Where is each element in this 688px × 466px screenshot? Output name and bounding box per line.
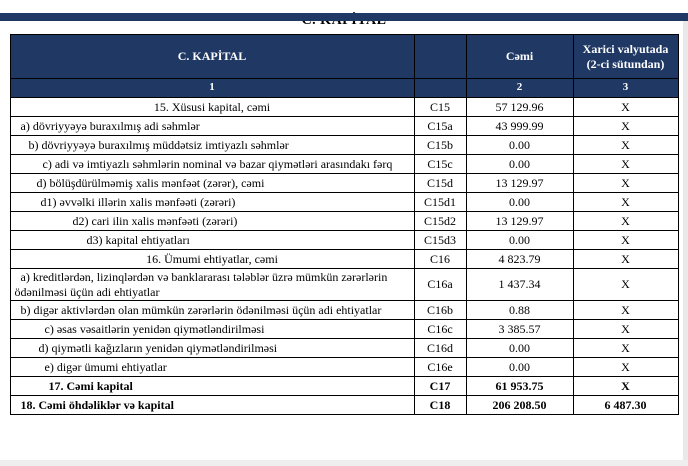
row-label: d) bölüşdürülməmiş xalis mənfəət (zərər), cəmi: [10, 174, 414, 193]
table-row: [10, 98, 678, 117]
window-top-bar: [0, 13, 688, 21]
row-code: C17: [414, 377, 466, 396]
row-foreign-currency: X: [573, 250, 678, 269]
table-row: [10, 250, 678, 269]
row-code: C15d2: [414, 212, 466, 231]
row-label: a) kreditlərdən, lizinqlərdən və banklararası tələblər üzrə mümkün zərərlərin ödənilməsi üçün adi ehtiyatlar: [10, 269, 414, 301]
row-foreign-currency: X: [573, 193, 678, 212]
row-foreign-currency: X: [573, 377, 678, 396]
header-col-xarici: Xarici valyutada (2-ci sütundan): [573, 35, 678, 79]
row-label: c) adi və imtiyazlı səhmlərin nominal və bazar qiymətləri arasındakı fərq: [10, 155, 414, 174]
row-total: 0.00: [466, 193, 573, 212]
row-label: b) digər aktivlərdən olan mümkün zərərlərin ödənilməsi üçün adi ehtiyatlar: [10, 301, 414, 320]
colnum-2: 2: [466, 79, 573, 98]
column-number-row: [10, 79, 678, 98]
colnum-3: 3: [573, 79, 678, 98]
table-row: [10, 193, 678, 212]
table-row: [10, 377, 678, 396]
table-body: [10, 98, 678, 415]
row-code: C15a: [414, 117, 466, 136]
header-col-cemi: Cəmi: [466, 35, 573, 79]
colnum-1: 1: [10, 79, 414, 98]
row-code: C16d: [414, 339, 466, 358]
row-total: 4 823.79: [466, 250, 573, 269]
row-code: C15: [414, 98, 466, 117]
row-total: 3 385.57: [466, 320, 573, 339]
row-label: a) dövriyyəyə buraxılmış adi səhmlər: [10, 117, 414, 136]
row-code: C15d1: [414, 193, 466, 212]
row-label: c) əsas vəsaitlərin yenidən qiymətləndirilməsi: [10, 320, 414, 339]
table-row: [10, 269, 678, 301]
header-col-title: C. KAPİTAL: [10, 35, 414, 79]
row-total: 13 129.97: [466, 212, 573, 231]
table-row: [10, 212, 678, 231]
row-total: 206 208.50: [466, 396, 573, 415]
row-total: 57 129.96: [466, 98, 573, 117]
row-code: C15d3: [414, 231, 466, 250]
row-code: C16: [414, 250, 466, 269]
row-foreign-currency: X: [573, 212, 678, 231]
row-label: d3) kapital ehtiyatları: [10, 231, 414, 250]
row-total: 61 953.75: [466, 377, 573, 396]
table-row: [10, 231, 678, 250]
row-foreign-currency: X: [573, 269, 678, 301]
row-label: e) digər ümumi ehtiyatlar: [10, 358, 414, 377]
table-row: [10, 155, 678, 174]
row-foreign-currency: X: [573, 320, 678, 339]
row-foreign-currency: X: [573, 136, 678, 155]
row-total: 13 129.97: [466, 174, 573, 193]
row-foreign-currency: X: [573, 98, 678, 117]
table-row: [10, 339, 678, 358]
row-total: 1 437.34: [466, 269, 573, 301]
row-foreign-currency: X: [573, 339, 678, 358]
row-label: d) qiymətli kağızların yenidən qiymətləndirilməsi: [10, 339, 414, 358]
header-col-code: [414, 35, 466, 79]
row-code: C15b: [414, 136, 466, 155]
row-label: d2) cari ilin xalis mənfəəti (zərəri): [10, 212, 414, 231]
row-label: b) dövriyyəyə buraxılmış müddətsiz imtiyazlı səhmlər: [10, 136, 414, 155]
row-total: 0.00: [466, 339, 573, 358]
page-edge-right: [683, 21, 688, 466]
table-header-row: [10, 35, 678, 79]
page-edge-bottom: [0, 460, 688, 466]
row-foreign-currency: X: [573, 358, 678, 377]
row-total: 43 999.99: [466, 117, 573, 136]
row-total: 0.00: [466, 231, 573, 250]
table-header: [10, 35, 678, 98]
row-code: C16b: [414, 301, 466, 320]
row-foreign-currency: 6 487.30: [573, 396, 678, 415]
row-code: C16c: [414, 320, 466, 339]
row-code: C16e: [414, 358, 466, 377]
table-row: [10, 301, 678, 320]
row-total: 0.00: [466, 136, 573, 155]
row-total: 0.88: [466, 301, 573, 320]
capital-table: [10, 34, 679, 415]
table-row: [10, 136, 678, 155]
table-row: [10, 320, 678, 339]
row-code: C18: [414, 396, 466, 415]
row-label: 16. Ümumi ehtiyatlar, cəmi: [10, 250, 414, 269]
row-foreign-currency: X: [573, 155, 678, 174]
table-row: [10, 396, 678, 415]
row-label: d1) əvvəlki illərin xalis mənfəəti (zərəri): [10, 193, 414, 212]
table-row: [10, 117, 678, 136]
row-label: 18. Cəmi öhdəliklər və kapital: [10, 396, 414, 415]
row-code: C15c: [414, 155, 466, 174]
row-foreign-currency: X: [573, 301, 678, 320]
table-row: [10, 174, 678, 193]
row-total: 0.00: [466, 155, 573, 174]
row-label: 15. Xüsusi kapital, cəmi: [10, 98, 414, 117]
row-foreign-currency: X: [573, 117, 678, 136]
row-code: C16a: [414, 269, 466, 301]
row-label: 17. Cəmi kapital: [10, 377, 414, 396]
row-foreign-currency: X: [573, 174, 678, 193]
document-page: [0, 13, 688, 466]
row-code: C15d: [414, 174, 466, 193]
row-foreign-currency: X: [573, 231, 678, 250]
row-total: 0.00: [466, 358, 573, 377]
colnum-code: [414, 79, 466, 98]
table-row: [10, 358, 678, 377]
